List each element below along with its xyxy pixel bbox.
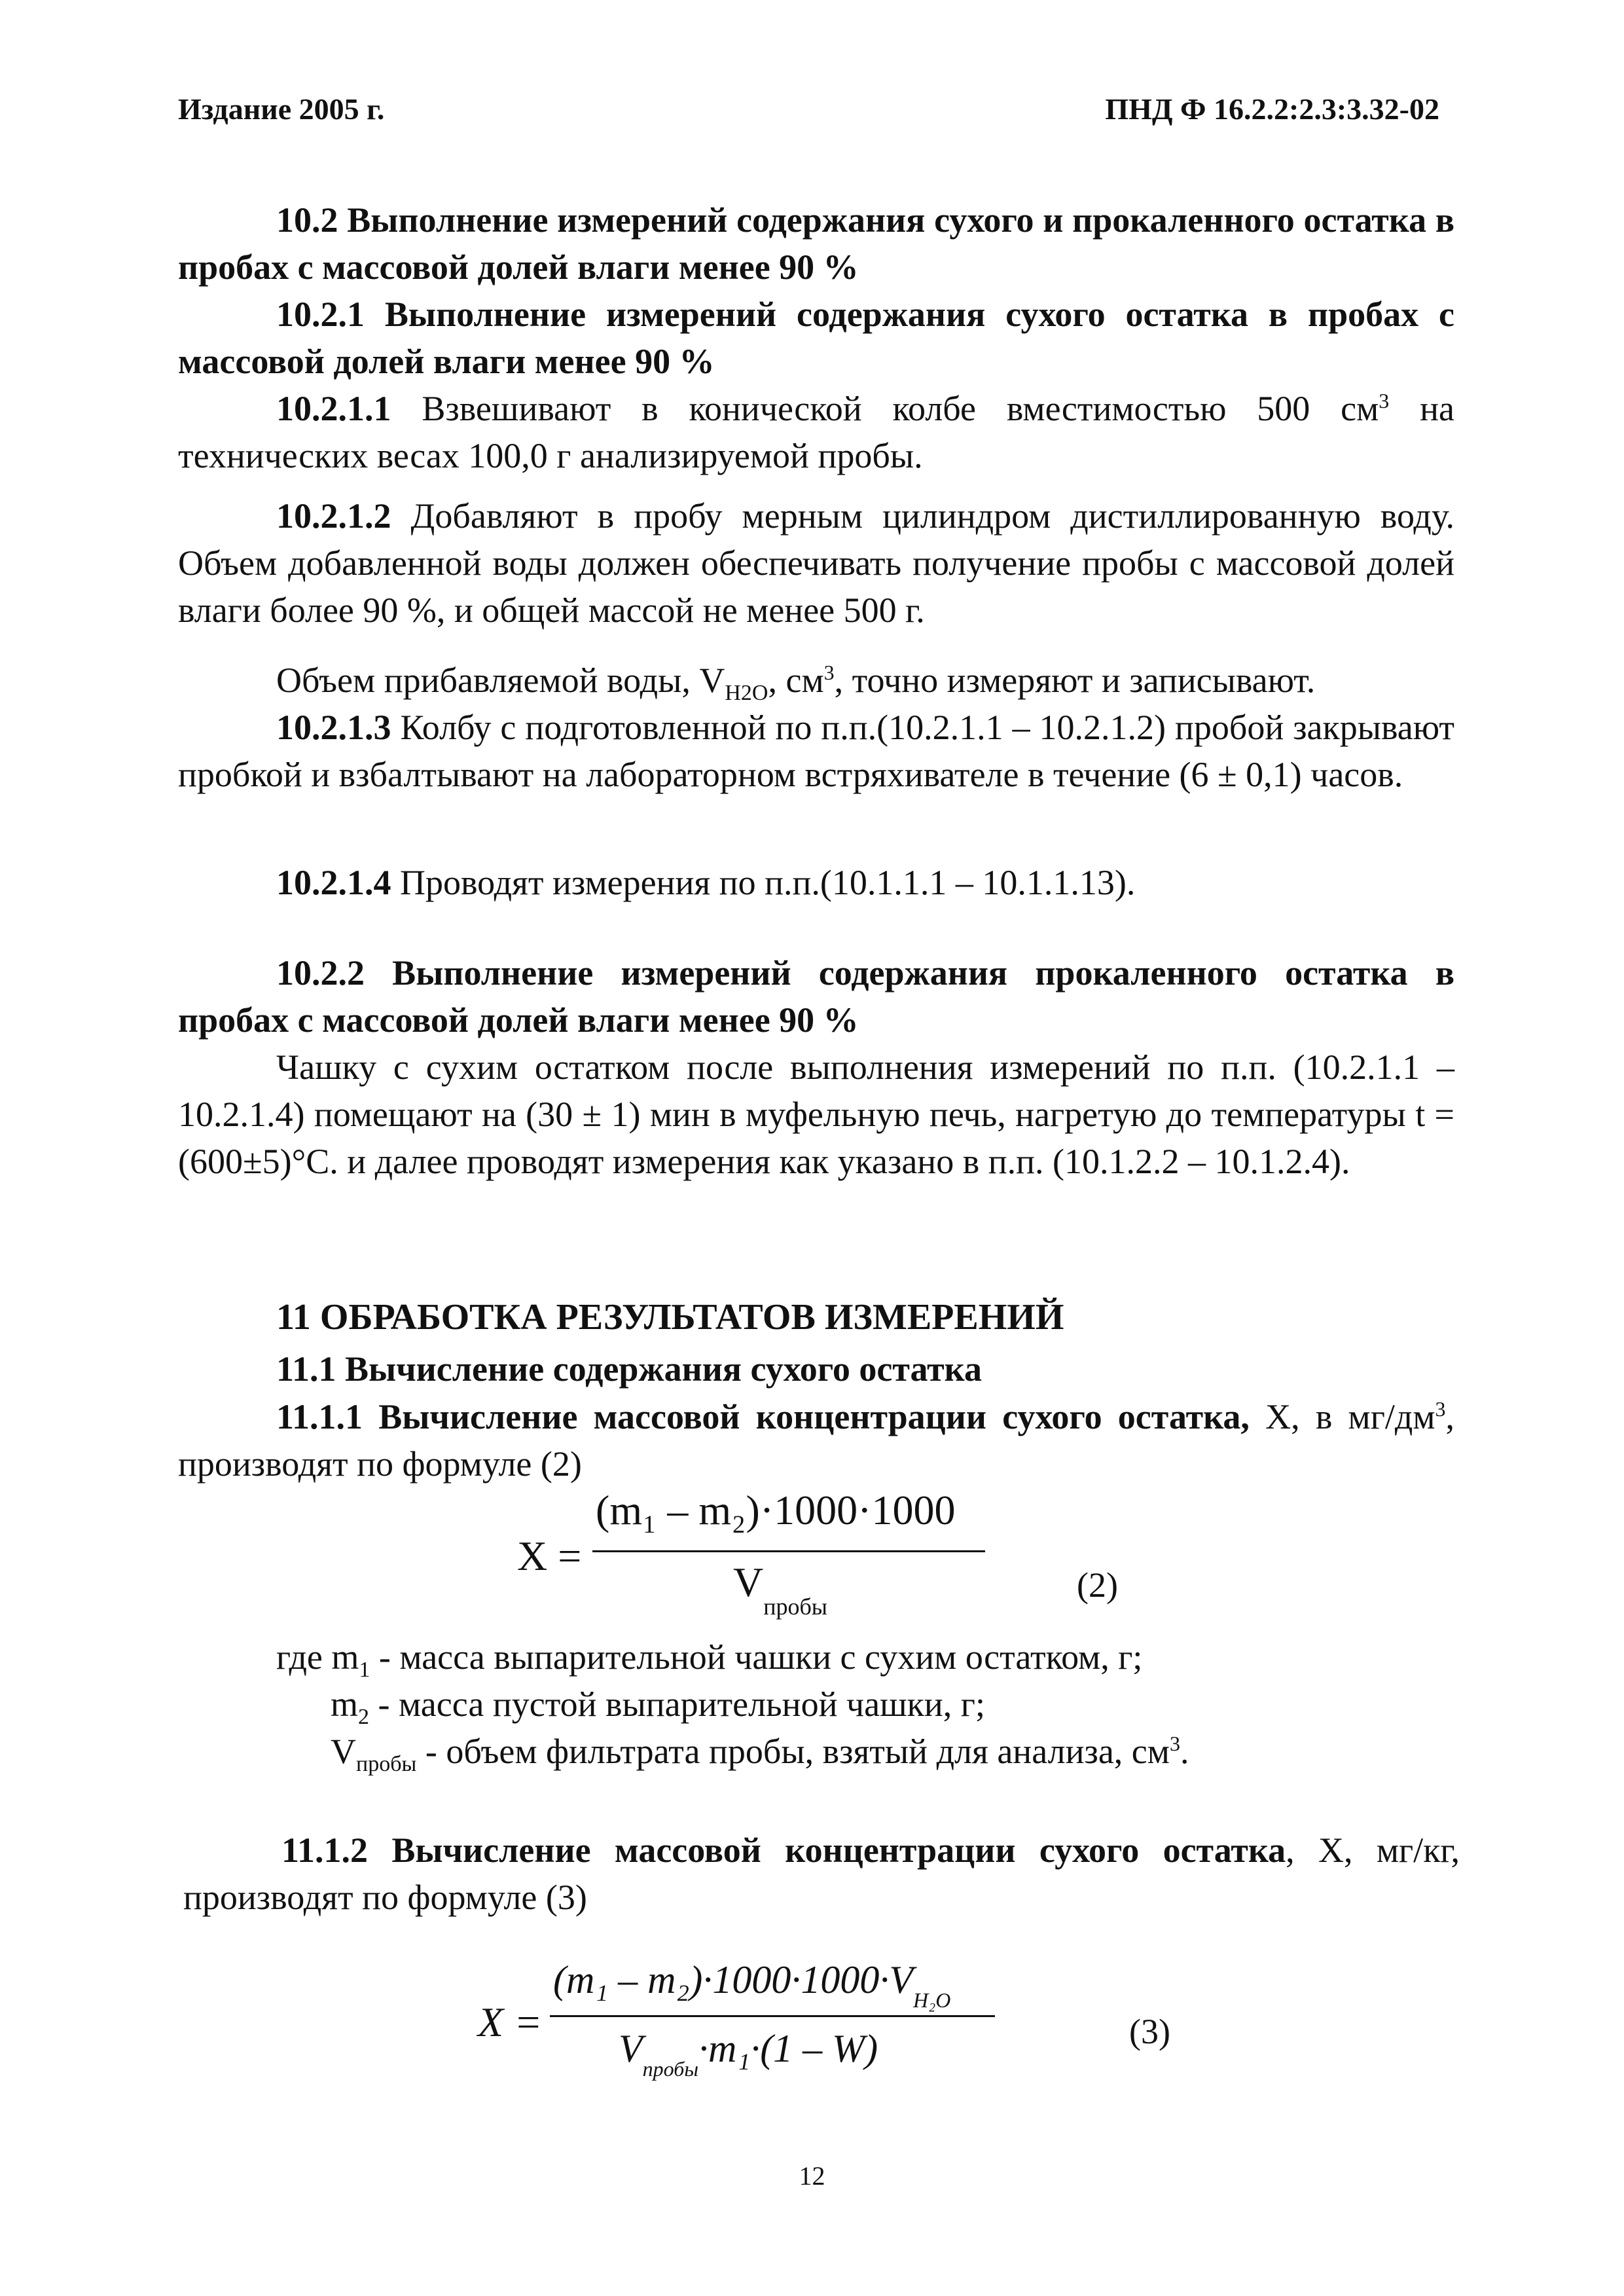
paragraph-10-2-1-1 — [178, 385, 1454, 479]
paragraph-number: 10.2.1.4 — [276, 863, 391, 902]
legend-vprob — [331, 1731, 1189, 1776]
paragraph-10-2-1-3 — [178, 704, 1454, 798]
paragraph-heading: 11.1.1 Вычисление массовой концентрации сухого остатка, — [276, 1397, 1250, 1436]
formula-number: (2) — [1077, 1565, 1118, 1605]
header-document-code: ПНД Ф 16.2.2:2.3:3.32-02 — [1105, 92, 1439, 126]
paragraph-text: Колбу с подготовленной по п.п.(10.2.1.1 – 10.2.1.2) пробой закрывают пробкой и взбалтывают на лабораторном встряхивателе в течение (6 ± 0,1) часов. — [178, 708, 1454, 794]
formula-lhs: X = — [517, 1533, 582, 1579]
denominator-variable: V — [619, 2027, 643, 2070]
paragraph-number: 10.2.1.1 — [276, 389, 391, 428]
paragraph-11-1-1 — [178, 1393, 1454, 1487]
superscript: 3 — [823, 661, 835, 684]
paragraph-text: , X, мг/кг, производят по формуле (3) — [183, 1831, 1460, 1917]
fraction-bar — [550, 2015, 995, 2017]
paragraph-text: , см — [768, 661, 824, 700]
paragraph-text: , точно измеряют и записывают. — [834, 661, 1316, 700]
section-10-2-2-title: 10.2.2 Выполнение измерений содержания прокаленного остатка в пробах с массовой долей влаги менее 90 % — [178, 953, 1454, 1040]
paragraph-text: Проводят измерения по п.п.(10.1.1.1 – 10.1.1.13). — [391, 863, 1136, 902]
formula-numerator — [553, 1958, 951, 2012]
formula-number: (3) — [1129, 2012, 1170, 2051]
paragraph-number: 10.2.1.3 — [276, 708, 391, 747]
subscript: 2 — [358, 1704, 370, 1729]
legend-text: m — [331, 1685, 359, 1724]
paragraph-text: на технических весах 100,0 г анализируемой пробы. — [178, 389, 1454, 475]
legend-text: - масса пустой выпарительной чашки, г; — [369, 1685, 985, 1724]
fraction-bar — [592, 1550, 985, 1552]
numerator-text: (m₁ – m₂)·1000·1000·V — [553, 1958, 913, 2001]
superscript: 3 — [1379, 389, 1390, 412]
legend-text: - объем фильтрата пробы, взятый для анализа, см — [416, 1732, 1170, 1771]
superscript: 3 — [1169, 1732, 1180, 1755]
formula-denominator — [733, 1558, 827, 1620]
formula-2 — [511, 1486, 1165, 1637]
section-10-2-title: 10.2 Выполнение измерений содержания сухого и прокаленного остатка в пробах с массовой долей влаги менее 90 % — [178, 200, 1454, 287]
paragraph-number: 10.2.1.2 — [276, 496, 391, 536]
paragraph-text: , производят по формуле (2) — [178, 1397, 1454, 1484]
legend-text: где m — [276, 1637, 359, 1677]
denominator-rest: ·m₁·(1 – W) — [698, 2027, 878, 2070]
section-10-2-1-title: 10.2.1 Выполнение измерений содержания сухого остатка в пробах с массовой долей влаги менее 90 % — [178, 295, 1454, 381]
legend-text: - масса выпарительной чашки с сухим остатком, г; — [370, 1637, 1143, 1677]
paragraph-10-2-1-2 — [178, 492, 1454, 634]
denominator-variable: V — [733, 1559, 764, 1605]
superscript: 3 — [1435, 1397, 1446, 1421]
header-edition: Издание 2005 г. — [178, 92, 385, 126]
formula-lhs: X = — [478, 1999, 543, 2045]
paragraph-10-2-2: Чашку с сухим остатком после выполнения измерений по п.п. (10.2.1.1 – 10.2.1.4) помещают на (30 ± 1) мин в муфельную печь, нагретую до температуры t =(600±5)°С. и далее проводят измерения как указано в п.п. (10.1.2.2 – 10.1.2.4). — [178, 1048, 1454, 1181]
paragraph-10-2-1-4 — [178, 859, 1454, 906]
subscript: пробы — [356, 1751, 417, 1776]
paragraph-11-1-2 — [183, 1827, 1460, 1921]
section-11-title: 11 ОБРАБОТКА РЕЗУЛЬТАТОВ ИЗМЕРЕНИЙ — [276, 1297, 1064, 1338]
subscript: 1 — [359, 1657, 370, 1682]
paragraph-text: Добавляют в пробу мерным цилиндром дистиллированную воду. Объем добавленной воды должен обеспечивать получение пробы с массовой долей влаги более 90 %, и общей массой не менее 500 г. — [178, 496, 1454, 630]
numerator-subscript: H₂O — [913, 1988, 951, 2012]
legend-m2 — [331, 1684, 985, 1729]
denominator-subscript: пробы — [763, 1594, 827, 1620]
formula-3 — [471, 1958, 1191, 2108]
legend-text: . — [1180, 1732, 1189, 1771]
section-11-1-title: 11.1 Вычисление содержания сухого остатка — [276, 1349, 982, 1389]
formula-denominator — [619, 2026, 878, 2081]
paragraph-text: Взвешивают в конической колбе вместимостью 500 см — [391, 389, 1379, 428]
legend-text: V — [331, 1732, 356, 1771]
paragraph-text: X, в мг/дм — [1249, 1397, 1435, 1436]
formula-numerator: (m₁ – m₂)·1000·1000 — [596, 1487, 956, 1533]
paragraph-heading: 11.1.2 Вычисление массовой концентрации сухого остатка — [281, 1831, 1286, 1870]
legend-m1 — [276, 1637, 1143, 1682]
subscript: H2O — [725, 680, 768, 705]
paragraph-water-volume — [178, 657, 1454, 704]
denominator-subscript: пробы — [642, 2057, 698, 2081]
paragraph-text: Объем прибавляемой воды, V — [276, 661, 725, 700]
page-number: 12 — [799, 2161, 825, 2191]
